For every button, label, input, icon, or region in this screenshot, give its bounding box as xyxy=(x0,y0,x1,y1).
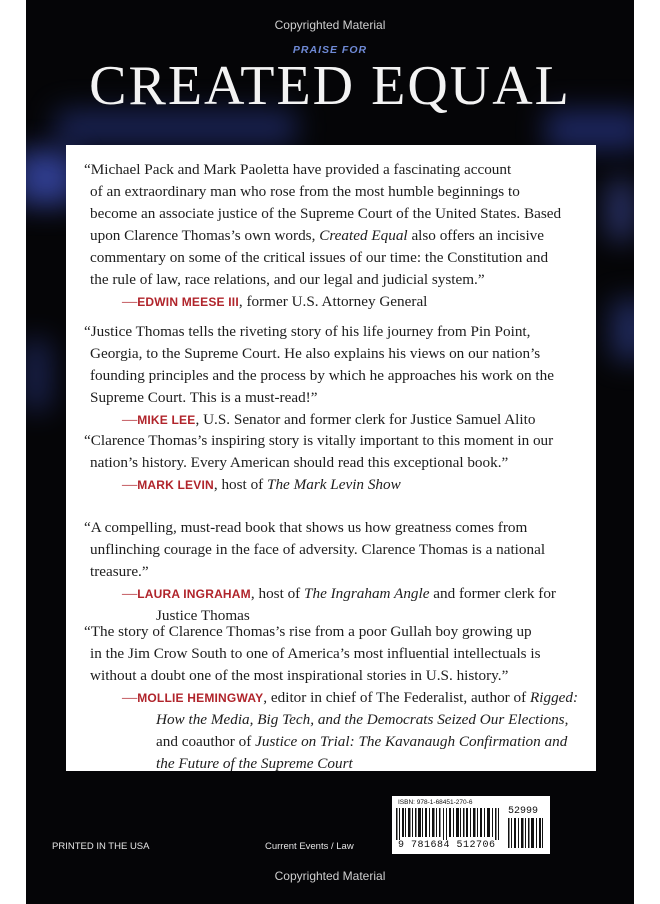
background-light xyxy=(611,300,634,360)
praise-panel xyxy=(66,145,596,771)
back-cover xyxy=(26,0,634,904)
printed-in-label: PRINTED IN THE USA xyxy=(52,841,150,852)
ean-barcode-icon xyxy=(396,808,502,840)
price-barcode-icon xyxy=(508,818,544,848)
background-light xyxy=(606,180,634,240)
barcode-digits: 9 781684 512706 xyxy=(398,840,496,851)
quote-levin xyxy=(84,430,596,496)
copyright-watermark-top: Copyrighted Material xyxy=(274,18,386,32)
book-title-italic: Created Equal xyxy=(319,227,408,244)
quote-text: “The story of Clarence Thomas’s rise from a poor Gullah boy growing up in the Jim Crow South to one of America’s most influential intellectuals is without a doubt one of the most inspirational stories in U.S. history.” xyxy=(84,623,541,684)
quote-text: “Clarence Thomas’s inspiring story is vitally important to this moment in our nation’s history. Every American should read this exceptional book.” xyxy=(84,432,554,471)
quote-ingraham xyxy=(84,517,596,627)
quote-text: “A compelling, must-read book that shows us how greatness comes from unflinching courage in the face of adversity. Clarence Thomas is a national treasure.” xyxy=(84,519,546,580)
author-name: MARK LEVIN xyxy=(137,478,214,492)
isbn-text: ISBN: 978-1-68451-270-6 xyxy=(398,799,473,806)
author-name: EDWIN MEESE III xyxy=(137,295,239,309)
quote-hemingway xyxy=(84,621,596,775)
quote-text: “Justice Thomas tells the riveting story of his life journey from Pin Point, Georgia, to the Supreme Court. He also explains his views on our nation’s founding principles and the process by which he approaches his work on the Supreme Court. This is a must-read!” xyxy=(84,323,554,406)
quote-attribution: —EDWIN MEESE III, former U.S. Attorney General xyxy=(122,293,428,310)
author-name: LAURA INGRAHAM xyxy=(137,587,251,601)
copyright-watermark-bottom: Copyrighted Material xyxy=(274,869,386,883)
background-light xyxy=(26,340,51,410)
author-name: MOLLIE HEMINGWAY xyxy=(137,691,264,705)
quote-text: “Michael Pack and Mark Paoletta have provided a fascinating account of an extraordinary man who rose from the most humble beginnings to become an associate justice of the Supreme Court of the United States. Based upon Clarence Thomas’s own words, Created Equal also offers an incisive commentary on some of the critical issues of our time: the Constitution and the rule of law, race relations, and our legal and judicial system.” xyxy=(84,161,562,288)
quote-lee xyxy=(84,321,596,431)
quote-attribution: —LAURA INGRAHAM, host of The Ingraham Angle and former clerk for Justice Thomas xyxy=(122,585,556,624)
quote-attribution: —MARK LEVIN, host of The Mark Levin Show xyxy=(122,476,401,493)
barcode xyxy=(392,796,550,854)
author-name: MIKE LEE xyxy=(137,413,196,427)
quote-meese xyxy=(84,159,596,313)
quote-attribution: —MOLLIE HEMINGWAY, editor in chief of The Federalist, author of Rigged: How the Media, Big Tech, and the Democrats Seized Our Elections, and coauthor of Justice on Trial: The Kavanaugh Confirmation and the Future of the Supreme Court xyxy=(122,689,579,772)
book-title: CREATED EQUAL xyxy=(89,55,571,117)
quote-attribution: —MIKE LEE, U.S. Senator and former clerk for Justice Samuel Alito xyxy=(122,411,536,428)
category-label: Current Events / Law xyxy=(265,841,354,852)
price-code: 52999 xyxy=(508,806,539,817)
praise-label: PRAISE FOR xyxy=(292,44,368,56)
